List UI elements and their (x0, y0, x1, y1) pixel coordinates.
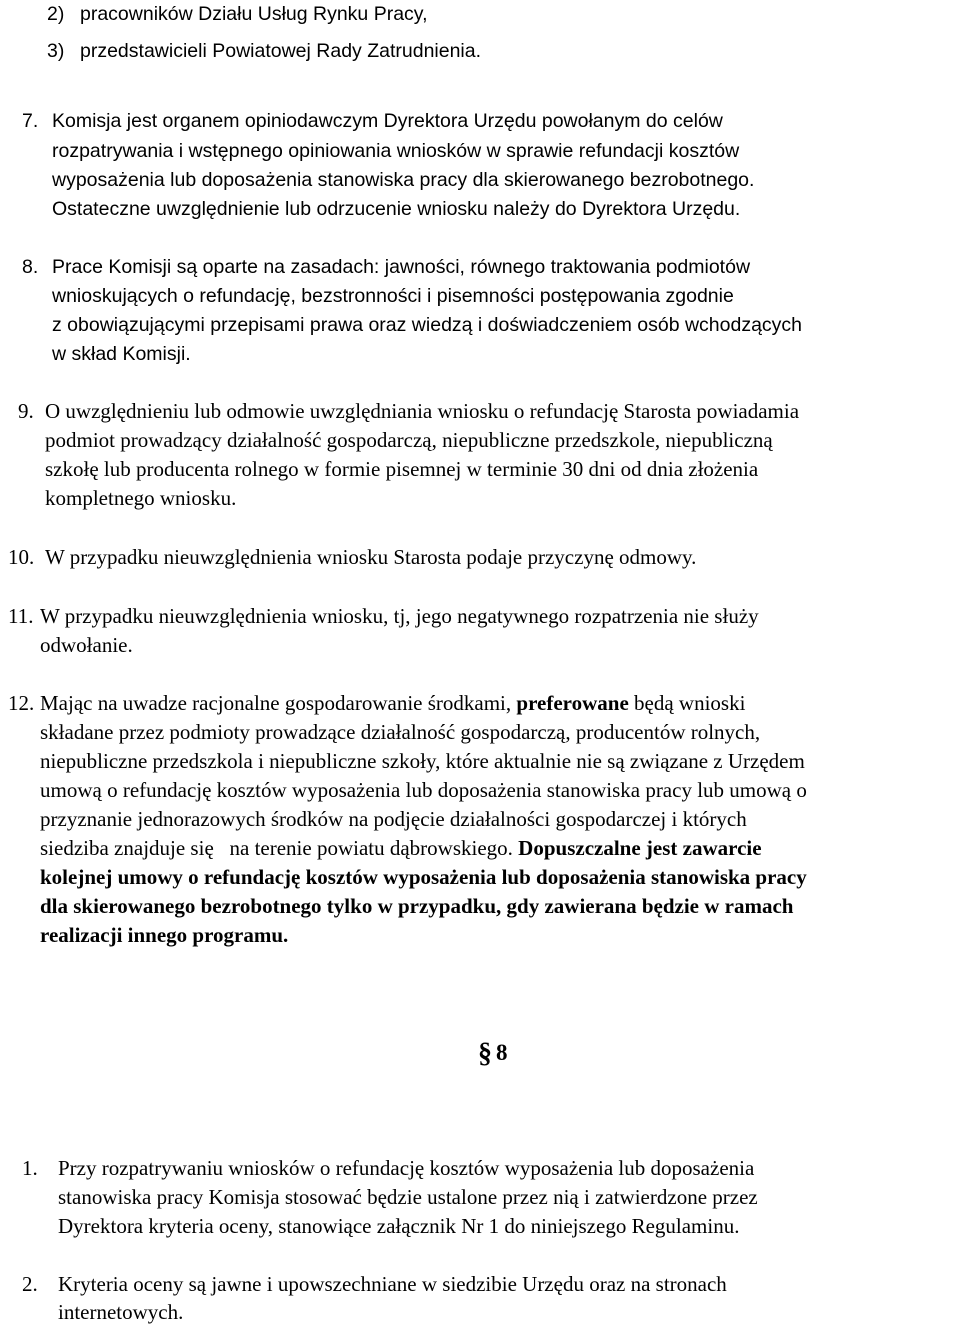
paragraph-line: podmiot prowadzący działalność gospodarczą, niepubliczne przedszkole, niepubliczną (45, 428, 773, 452)
paragraph-line: przyznanie jednorazowych środków na podjęcie działalności gospodarczej i których (40, 807, 747, 831)
paragraph-line: szkołę lub producenta rolnego w formie pisemnej w terminie 30 dni od dnia złożenia (45, 457, 759, 481)
paragraph-line: Kryteria oceny są jawne i upowszechniane w siedzibie Urzędu oraz na stronach (58, 1272, 727, 1296)
emphasis-text: Dopuszczalne jest zawarcie (518, 836, 762, 860)
item-number: 11. (8, 604, 34, 628)
list-text: przedstawicieli Powiatowej Rady Zatrudnienia. (80, 40, 482, 62)
emphasis-line: dla skierowanego bezrobotnego tylko w przypadku, gdy zawierana będzie w ramach (40, 894, 794, 918)
list-number: 3) (47, 40, 65, 62)
list-number: 2) (47, 3, 65, 25)
paragraph-line: wyposażenia lub doposażenia stanowiska pracy dla skierowanego bezrobotnego. (52, 169, 755, 191)
item-number: 12. (8, 691, 35, 715)
paragraph-line: W przypadku nieuwzględnienia wniosku Starosta podaje przyczynę odmowy. (45, 545, 697, 569)
paragraph-line: wnioskujących o refundację, bezstronności i pisemności postępowania zgodnie (52, 285, 734, 307)
paragraph-line (40, 834, 762, 863)
paragraph-line: Dyrektora kryteria oceny, stanowiące załącznik Nr 1 do niniejszego Regulaminu. (58, 1214, 740, 1238)
paragraph-line: stanowiska pracy Komisja stosować będzie ustalone przez nią i zatwierdzone przez (58, 1185, 758, 1209)
section-number: 8 (496, 1040, 508, 1065)
item-number: 9. (18, 399, 34, 423)
paragraph-line: Komisja jest organem opiniodawczym Dyrektora Urzędu powołanym do celów (52, 110, 723, 132)
item-number: 7. (22, 110, 39, 132)
list-text: pracowników Działu Usług Rynku Pracy, (80, 3, 428, 25)
paragraph-line: składane przez podmioty prowadzące działalność gospodarczą, producentów rolnych, (40, 720, 761, 744)
paragraph-line: rozpatrywania i wstępnego opiniowania wniosków w sprawie refundacji kosztów (52, 140, 740, 162)
emphasis-preferowane: preferowane (516, 691, 629, 715)
text-run: siedziba znajduje się na terenie powiatu dąbrowskiego. (40, 836, 513, 860)
section-heading (478, 1037, 508, 1070)
paragraph-line: odwołanie. (40, 633, 133, 657)
paragraph-line: Ostateczne uwzględnienie lub odrzucenie wniosku należy do Dyrektora Urzędu. (52, 198, 741, 220)
paragraph-line: kompletnego wniosku. (45, 486, 237, 510)
paragraph-line: Prace Komisji są oparte na zasadach: jawności, równego traktowania podmiotów (52, 256, 751, 278)
emphasis-line: kolejnej umowy o refundację kosztów wyposażenia lub doposażenia stanowiska pracy (40, 865, 807, 889)
paragraph-line: w skład Komisji. (52, 343, 191, 365)
item-number: 2. (22, 1272, 38, 1296)
item-number: 8. (22, 256, 39, 278)
paragraph-line: z obowiązującymi przepisami prawa oraz wiedzą i doświadczeniem osób wchodzących (52, 314, 803, 336)
paragraph-line (40, 689, 745, 718)
paragraph-line: internetowych. (58, 1300, 184, 1324)
text-run: będą wnioski (634, 691, 746, 715)
item-number: 10. (8, 545, 35, 569)
paragraph-line: niepubliczne przedszkola i niepubliczne szkoły, które aktualnie nie są związane z Urzędem (40, 749, 805, 773)
emphasis-line: realizacji innego programu. (40, 923, 289, 947)
section-symbol: § (478, 1038, 492, 1069)
paragraph-line: O uwzględnieniu lub odmowie uwzględniania wniosku o refundację Starosta powiadamia (45, 399, 800, 423)
text-run: Mając na uwadze racjonalne gospodarowanie środkami, (40, 691, 512, 715)
item-number: 1. (22, 1156, 38, 1180)
paragraph-line: Przy rozpatrywaniu wniosków o refundację kosztów wyposażenia lub doposażenia (58, 1156, 755, 1180)
paragraph-line: W przypadku nieuwzględnienia wniosku, tj, jego negatywnego rozpatrzenia nie służy (40, 604, 759, 628)
paragraph-line: umową o refundację kosztów wyposażenia lub doposażenia stanowiska pracy lub umową o (40, 778, 807, 802)
